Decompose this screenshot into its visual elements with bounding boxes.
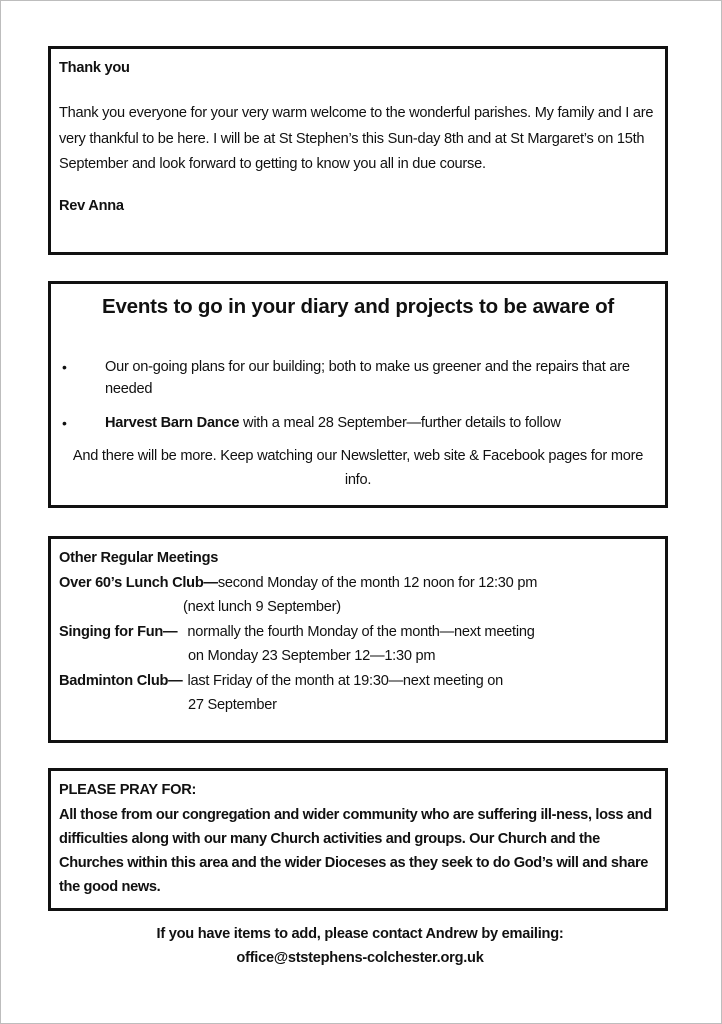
meeting-name: Badminton Club— — [59, 672, 183, 689]
event-text: with a meal 28 September—further details to follow — [239, 415, 561, 431]
event-name: Harvest Barn Dance — [105, 415, 240, 431]
event-text: Our on-going plans for our building; both to make us greener and the repairs that are needed — [105, 359, 630, 397]
meeting-detail: last Friday of the month at 19:30—next meeting on — [187, 672, 504, 689]
events-title: Events to go in your diary and projects to be aware of — [101, 295, 615, 318]
contact-text: If you have items to add, please contact Andrew by emailing: — [156, 926, 564, 942]
meetings-box — [48, 536, 668, 743]
event-item — [59, 412, 657, 434]
contact-email-link[interactable]: office@ststephens-colchester.org.uk — [236, 950, 484, 966]
meeting-name: Over 60’s Lunch Club— — [59, 574, 218, 591]
signature: Rev Anna — [59, 197, 124, 214]
thank-you-box — [48, 46, 668, 255]
prayer-body: All those from our congregation and wider community who are suffering ill-ness, loss and difficulties along with our many Church activities and groups. Our Church and the Churches within this area and the wider Dioceses as they seek to do God’s will and share the good news. — [59, 807, 652, 895]
contact-footer — [40, 922, 680, 970]
event-item — [59, 356, 657, 400]
meeting-row — [59, 620, 657, 645]
meeting-detail: normally the fourth Monday of the month—next meeting — [187, 623, 535, 640]
meeting-row — [59, 669, 657, 694]
thank-you-heading: Thank you — [59, 60, 130, 76]
bullet-icon: • — [62, 415, 67, 431]
meeting-row — [59, 571, 657, 596]
events-box — [48, 281, 668, 508]
thank-you-body: Thank you everyone for your very warm welcome to the wonderful parishes. My family and I are very thankful to be here. I will be at St Stephen’s this Sun-day 8th and at St Margaret’s on 15th September and look forward to getting to know you all in due course. — [59, 105, 654, 172]
meeting-detail-cont: on Monday 23 September 12—1:30 pm — [188, 648, 436, 664]
meeting-detail-cont: (next lunch 9 September) — [183, 599, 341, 615]
meeting-detail-cont: 27 September — [188, 697, 277, 713]
meeting-name: Singing for Fun— — [59, 623, 178, 640]
prayer-heading: PLEASE PRAY FOR: — [59, 782, 197, 798]
meeting-detail: second Monday of the month 12 noon for 12:30 pm — [217, 574, 538, 591]
events-list — [59, 356, 657, 434]
meetings-heading: Other Regular Meetings — [59, 550, 219, 566]
prayer-box — [48, 768, 668, 911]
bullet-icon: • — [62, 359, 67, 375]
events-more: And there will be more. Keep watching our Newsletter, web site & Facebook pages for more info. — [72, 448, 644, 488]
